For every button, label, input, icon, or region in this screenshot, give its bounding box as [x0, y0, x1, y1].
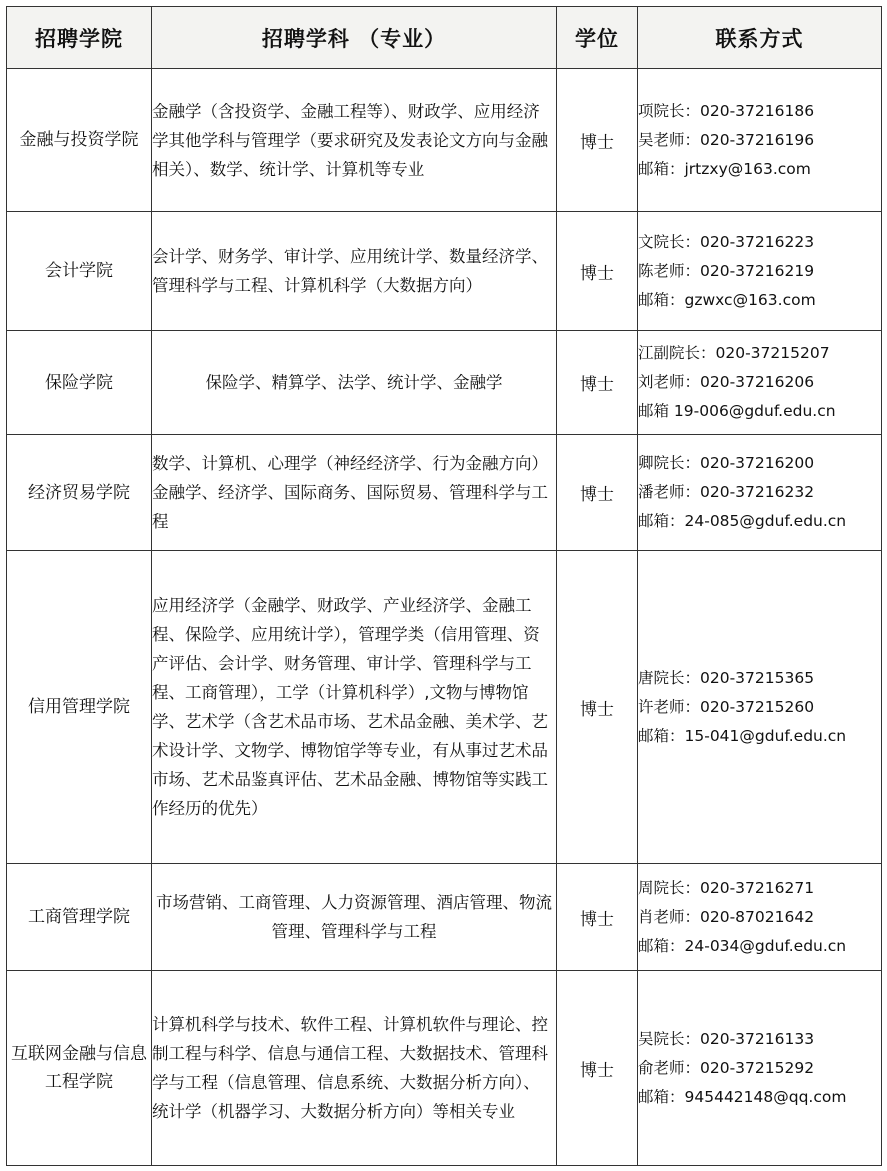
contact-teacher: 吴老师：020-37216196 — [638, 130, 815, 149]
subject-cell: 计算机科学与技术、软件工程、计算机软件与理论、控制工程与科学、信息与通信工程、大数据技术、管理科学与工程（信息管理、信息系统、大数据分析方向）、统计学（机器学习、大数据分析方向）等相关专业 — [152, 971, 557, 1166]
contact-cell — [638, 864, 882, 971]
college-cell: 信用管理学院 — [7, 551, 152, 864]
contact-cell — [638, 971, 882, 1166]
contact-teacher: 肖老师：020-87021642 — [638, 907, 815, 926]
contact-teacher: 潘老师：020-37216232 — [638, 483, 815, 501]
college-cell: 金融与投资学院 — [7, 69, 152, 212]
degree-cell: 博士 — [557, 864, 638, 971]
subject-cell: 会计学、财务学、审计学、应用统计学、数量经济学、管理科学与工程、计算机科学（大数据方向） — [152, 212, 557, 331]
degree-cell: 博士 — [557, 69, 638, 212]
contact-teacher: 陈老师：020-37216219 — [638, 261, 815, 280]
contact-teacher: 刘老师：020-37216206 — [638, 373, 815, 391]
college-cell: 经济贸易学院 — [7, 435, 152, 551]
contact-cell — [638, 331, 882, 435]
college-cell: 工商管理学院 — [7, 864, 152, 971]
degree-cell: 博士 — [557, 212, 638, 331]
table-row — [7, 212, 882, 331]
contact-dean: 唐院长：020-37215365 — [638, 668, 815, 687]
table-row — [7, 331, 882, 435]
contact-cell — [638, 551, 882, 864]
contact-cell — [638, 435, 882, 551]
contact-email[interactable]: 邮箱 19-006@gduf.edu.cn — [638, 402, 836, 420]
college-cell: 保险学院 — [7, 331, 152, 435]
college-cell: 互联网金融与信息工程学院 — [7, 971, 152, 1166]
college-cell: 会计学院 — [7, 212, 152, 331]
header-college: 招聘学院 — [7, 7, 152, 69]
contact-dean: 卿院长：020-37216200 — [638, 454, 815, 472]
contact-email[interactable]: 邮箱：24-034@gduf.edu.cn — [638, 936, 847, 955]
header-contact: 联系方式 — [638, 7, 882, 69]
degree-cell: 博士 — [557, 551, 638, 864]
header-subject: 招聘学科 （专业） — [152, 7, 557, 69]
contact-dean: 吴院长：020-37216133 — [638, 1029, 815, 1048]
subject-cell: 应用经济学（金融学、财政学、产业经济学、金融工程、保险学、应用统计学），管理学类（信用管理、资产评估、会计学、财务管理、审计学、管理科学与工程、工商管理），工学（计算机科学）,文物与博物馆学、艺术学（含艺术品市场、艺术品金融、美术学、艺术设计学、文物学、博物馆学等专业，有从事过艺术品市场、艺术品鉴真评估、艺术品金融、博物馆等实践工作经历的优先） — [152, 551, 557, 864]
subject-cell: 数学、计算机、心理学（神经经济学、行为金融方向）金融学、经济学、国际商务、国际贸易、管理科学与工程 — [152, 435, 557, 551]
contact-teacher: 俞老师：020-37215292 — [638, 1058, 815, 1077]
table-row — [7, 435, 882, 551]
degree-cell: 博士 — [557, 435, 638, 551]
contact-dean: 文院长：020-37216223 — [638, 232, 815, 251]
header-row — [7, 7, 882, 69]
degree-cell: 博士 — [557, 331, 638, 435]
contact-cell — [638, 69, 882, 212]
subject-cell: 市场营销、工商管理、人力资源管理、酒店管理、物流管理、管理科学与工程 — [152, 864, 557, 971]
contact-email[interactable]: 邮箱：24-085@gduf.edu.cn — [638, 512, 847, 530]
subject-cell: 金融学（含投资学、金融工程等）、财政学、应用经济学其他学科与管理学（要求研究及发表论文方向与金融相关）、数学、统计学、计算机等专业 — [152, 69, 557, 212]
contact-teacher: 许老师：020-37215260 — [638, 697, 815, 716]
contact-email[interactable]: 邮箱：945442148@qq.com — [638, 1087, 847, 1106]
contact-dean: 项院长：020-37216186 — [638, 101, 815, 120]
table-row — [7, 69, 882, 212]
contact-email[interactable]: 邮箱：gzwxc@163.com — [638, 290, 816, 309]
contact-email[interactable]: 邮箱：jrtzxy@163.com — [638, 159, 811, 178]
contact-email[interactable]: 邮箱：15-041@gduf.edu.cn — [638, 726, 847, 745]
contact-dean: 江副院长：020-37215207 — [638, 344, 830, 362]
contact-dean: 周院长：020-37216271 — [638, 878, 815, 897]
table-row — [7, 971, 882, 1166]
table-row — [7, 864, 882, 971]
degree-cell: 博士 — [557, 971, 638, 1166]
table-row — [7, 551, 882, 864]
contact-cell — [638, 212, 882, 331]
subject-cell: 保险学、精算学、法学、统计学、金融学 — [152, 331, 557, 435]
header-degree: 学位 — [557, 7, 638, 69]
recruitment-table — [6, 6, 882, 1166]
